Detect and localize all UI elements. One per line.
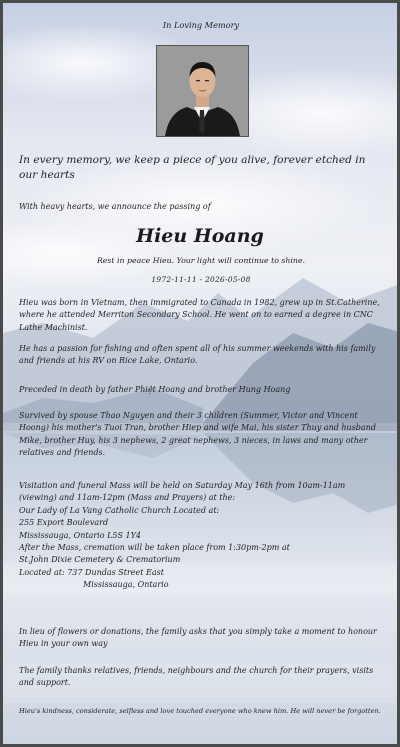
church-address-line1: 255 Export Boulevard bbox=[19, 518, 109, 528]
thanks-paragraph: The family thanks relatives, friends, neighbours and the church for their prayers, visits and support. bbox=[19, 666, 374, 688]
tagline: Rest in peace Hieu. Your light will continue to shine. bbox=[96, 256, 306, 265]
church-name: Our Lady of La Vang Catholic Church Located at: bbox=[19, 505, 220, 515]
cremation-info: After the Mass, cremation will be taken place from 1:30pm-2pm at bbox=[19, 543, 290, 553]
header-title: In Loving Memory bbox=[162, 20, 240, 30]
life-dates: 1972-11-11 - 2026-05-08 bbox=[151, 275, 251, 284]
portrait-image bbox=[157, 46, 248, 136]
memorial-quote: In every memory, we keep a piece of you alive, forever etched in our hearts bbox=[19, 154, 366, 181]
service-details bbox=[19, 480, 383, 592]
crematorium-city: Mississauga, Ontario bbox=[83, 580, 169, 590]
hobbies-paragraph: He has a passion for fishing and often spent all of his summer weekends with his family and friends at his RV on Rice Lake, Ontario. bbox=[19, 344, 376, 366]
portrait-photo bbox=[156, 45, 249, 137]
preceded-paragraph: Preceded in death by father Phiệt Hoang and brother Hung Hoang bbox=[19, 385, 291, 394]
announcement-intro: With heavy hearts, we announce the passing of bbox=[19, 202, 211, 211]
deceased-name: Hieu Hoang bbox=[136, 225, 264, 247]
service-intro: Visitation and funeral Mass will be held on Saturday May 16th from 10am-11am (viewing) and 11am-12pm (Mass and Prayers) at the: bbox=[19, 481, 346, 503]
crematorium-name: St.John Dixie Cemetery & Crematorium bbox=[19, 555, 181, 565]
lieu-of-flowers-paragraph: In lieu of flowers or donations, the family asks that you simply take a moment to honour Hieu in your own way bbox=[19, 627, 377, 649]
biography-paragraph: Hieu was born in Vietnam, then immigrated to Canada in 1982, grew up in St.Catherine, where he attended Merriton Secondary School. He went on to earned a degree in CNC Lathe Machinist. bbox=[19, 298, 380, 332]
survived-paragraph: Survived by spouse Thao Nguyen and their 3 children (Summer, Victor and Vincent Hoong) his mother's Tuoi Tran, brother Hiep and wife Mai, his sister Thuy and husband Mike, brother Huy, his 3 nephews, 2 great nephews, 3 nieces, in laws and many other relatives and friends. bbox=[19, 411, 376, 458]
church-address-line2: Mississauga, Ontario L5S 1Y4 bbox=[19, 530, 141, 540]
closing-paragraph: Hieu's kindness, considerate, selfless and love touched everyone who knew him. He will never be forgotten. bbox=[19, 707, 381, 715]
crematorium-location: Located at: 737 Dundas Street East bbox=[19, 567, 164, 577]
